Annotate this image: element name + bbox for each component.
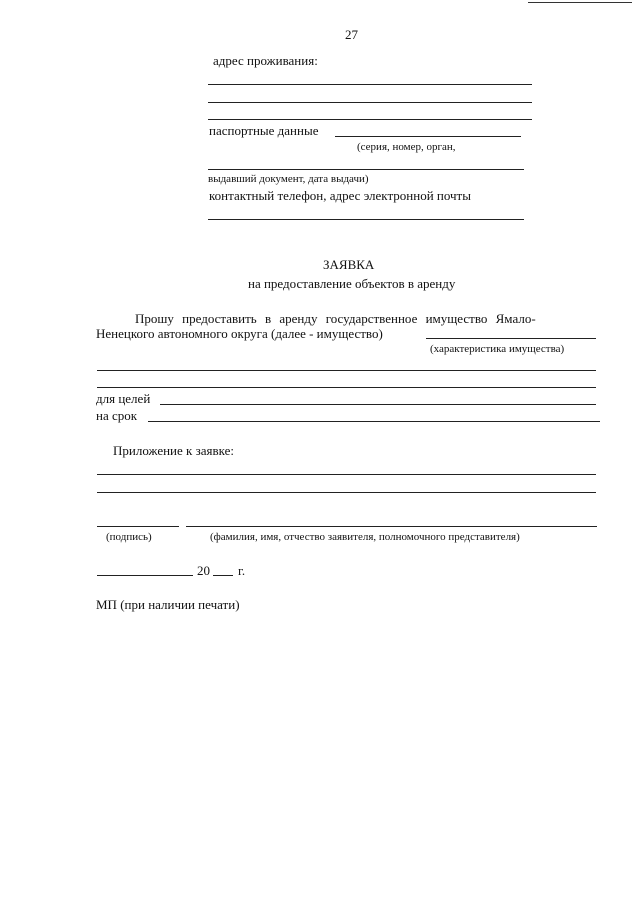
attachment-label: Приложение к заявке: — [113, 443, 234, 458]
document-title: ЗАЯВКА — [323, 257, 375, 272]
year-field-line[interactable] — [213, 575, 233, 576]
contact-label: контактный телефон, адрес электронной почты — [209, 188, 471, 203]
term-field-line[interactable] — [148, 421, 600, 422]
passport-hint: (серия, номер, орган, — [357, 141, 456, 153]
purpose-field-line[interactable] — [160, 404, 596, 405]
signature-field-line[interactable] — [97, 526, 179, 527]
request-text-line-1: Прошу предоставить в аренду государственное имущество Ямало- — [135, 311, 536, 326]
name-field-line[interactable] — [186, 526, 597, 527]
document-subtitle: на предоставление объектов в аренду — [248, 276, 456, 291]
issued-hint: выдавший документ, дата выдачи) — [208, 173, 369, 185]
attachment-field-line-2[interactable] — [97, 492, 596, 493]
year-prefix: 20 — [197, 563, 210, 578]
contact-field-line[interactable] — [208, 219, 524, 220]
passport-field-line[interactable] — [335, 136, 521, 137]
page-number: 27 — [345, 27, 358, 42]
address-field-line-1[interactable] — [208, 84, 532, 85]
property-field-line-3[interactable] — [97, 387, 596, 388]
year-suffix: г. — [238, 563, 246, 578]
date-field-line[interactable] — [97, 575, 193, 576]
request-text-line-2: Ненецкого автономного округа (далее - имущество) — [96, 326, 383, 341]
property-hint: (характеристика имущества) — [430, 343, 565, 355]
name-hint: (фамилия, имя, отчество заявителя, полномочного представителя) — [210, 531, 520, 543]
passport-label: паспортные данные — [209, 123, 319, 138]
term-label: на срок — [96, 408, 138, 423]
signature-hint: (подпись) — [106, 531, 152, 543]
top-edge-rule — [528, 2, 632, 3]
address-field-line-3[interactable] — [208, 119, 532, 120]
passport-field-line-2[interactable] — [208, 169, 524, 170]
purpose-label: для целей — [96, 391, 151, 406]
address-field-line-2[interactable] — [208, 102, 532, 103]
stamp-label: МП (при наличии печати) — [96, 597, 240, 612]
property-field-line[interactable] — [426, 338, 596, 339]
property-field-line-2[interactable] — [97, 370, 596, 371]
address-label: адрес проживания: — [213, 53, 318, 68]
attachment-field-line-1[interactable] — [97, 474, 596, 475]
